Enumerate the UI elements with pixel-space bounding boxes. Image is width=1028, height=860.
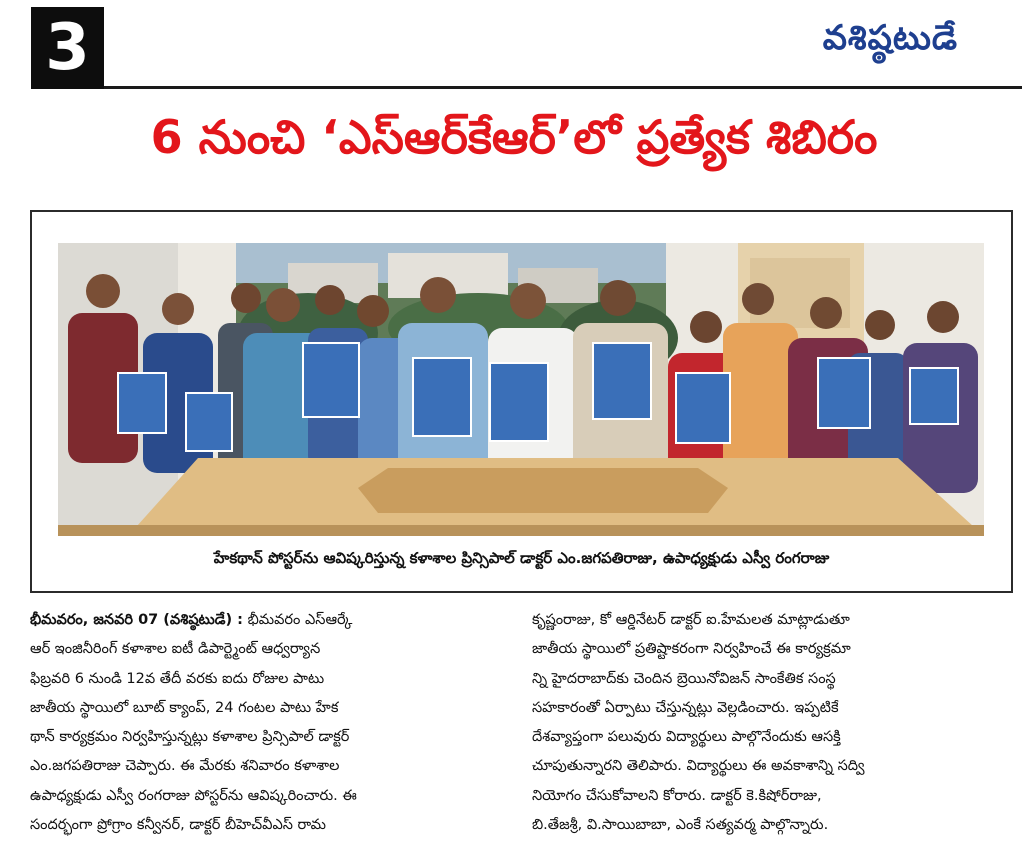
masthead-logo: వశిష్ఠటుడే — [822, 18, 958, 58]
article-text: భీమవరం ఎస్ఆర్కే — [242, 612, 353, 628]
article-line: సందర్భంగా ప్రోగ్రాం కన్వీనర్, డాక్టర్ బీహెచ్‌వీఎస్ రామ — [30, 817, 327, 834]
article-line: నియోగం చేసుకోవాలని కోరారు. డాక్టర్ కె.కిషోర్‌రాజు, — [532, 787, 822, 804]
article-column-right — [532, 606, 1018, 840]
article-line: ఫిబ్రవరి 6 నుండి 12వ తేదీ వరకు ఐదు రోజుల పాటు — [30, 670, 325, 687]
article-line: ఎం.జగపతిరాజు చెప్పారు. ఈ మేరకు శనివారం కళాశాల — [30, 758, 340, 775]
article-line: చూపుతున్నారని తెలిపారు. విద్యార్థులు ఈ అవకాశాన్ని సద్వి — [532, 758, 865, 775]
article-line: థాన్ కార్యక్రమం నిర్వహిస్తున్నట్లు కళాశాల ప్రిన్సిపాల్ డాక్టర్ — [30, 729, 350, 746]
headline: 6 నుంచి ‘ఎస్‌ఆర్‌కేఆర్’లో ప్రత్యేక శిబిరం — [150, 110, 878, 164]
article-line: బి.తేజశ్రీ, వి.సాయిబాబా, ఎంకే సత్యవర్మ పాల్గొన్నారు. — [532, 817, 829, 834]
article-column-left — [30, 606, 516, 840]
article-line: జాతీయ స్థాయిలో ప్రతిష్టాకరంగా నిర్వహించే ఈ కార్యక్రమా — [532, 641, 851, 658]
article-line: జాతీయ స్థాయిలో బూట్ క్యాంప్, 24 గంటల పాటు హేక — [30, 699, 339, 716]
article-line: దేశవ్యాప్తంగా పలువురు విద్యార్థులు పాల్గొనేందుకు ఆసక్తి — [532, 729, 841, 746]
article-line: కృష్ణంరాజు, కో ఆర్డినేటర్ డాక్టర్ ఐ.హేమలత మాట్లాడుతూ — [532, 612, 850, 628]
news-photo — [58, 243, 984, 536]
article-line: ఆర్ ఇంజినీరింగ్ కళాశాల ఐటీ డిపార్ట్మెంట్ ఆధ్వర్యాన — [30, 641, 321, 658]
article-line: న్ని హైదరాబాద్‌కు చెందిన బ్రెయినోవిజన్ సాంకేతిక సంస్థ — [532, 670, 836, 687]
dateline: భీమవరం, జనవరి 07 (వశిష్ఠటుడే) : — [30, 612, 243, 628]
masthead-rule — [104, 86, 1022, 89]
photo-caption: హేకథాన్ పోస్టర్‌ను ఆవిష్కరిస్తున్న కళాశాల ప్రిన్సిపాల్ డాక్టర్ ఎం.జగపతిరాజు, ఉపాధ్యక్షుడు ఎస్వీ రంగరాజు — [213, 549, 830, 567]
article-line: ఉపాధ్యక్షుడు ఎస్వీ రంగరాజు పోస్టర్‌ను ఆవిష్కరించారు. ఈ — [30, 787, 357, 804]
article-line — [30, 606, 516, 635]
page-number: 3 — [31, 7, 104, 89]
article-line: సహకారంతో ఏర్పాటు చేస్తున్నట్లు వెల్లడించారు. ఇప్పటికే — [532, 699, 839, 716]
